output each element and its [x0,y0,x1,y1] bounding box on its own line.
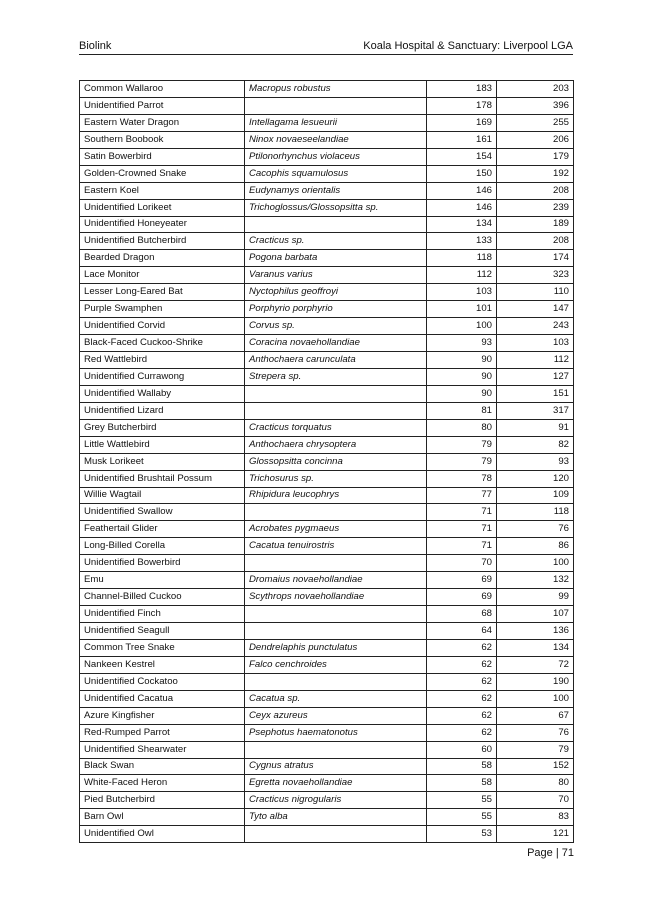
table-row [80,199,574,216]
scientific-name-cell: Strepera sp. [245,368,427,385]
count-cell: 78 [427,470,497,487]
count-cell: 150 [427,165,497,182]
table-row [80,707,574,724]
scientific-name-cell: Macropus robustus [245,81,427,98]
count-cell: 62 [427,639,497,656]
scientific-name-cell [245,402,427,419]
scientific-name-cell [245,504,427,521]
table-row [80,165,574,182]
count-cell: 62 [427,656,497,673]
common-name-cell: Black-Faced Cuckoo-Shrike [80,335,245,352]
scientific-name-cell: Cracticus torquatus [245,419,427,436]
table-row [80,352,574,369]
count-cell: 154 [427,148,497,165]
common-name-cell: Unidentified Bowerbird [80,555,245,572]
common-name-cell: Unidentified Honeyeater [80,216,245,233]
count-cell: 71 [427,538,497,555]
total-cell: 83 [497,809,574,826]
scientific-name-cell: Nyctophilus geoffroyi [245,284,427,301]
common-name-cell: Golden-Crowned Snake [80,165,245,182]
total-cell: 179 [497,148,574,165]
total-cell: 174 [497,250,574,267]
total-cell: 70 [497,792,574,809]
table-row [80,606,574,623]
common-name-cell: Nankeen Kestrel [80,656,245,673]
scientific-name-cell: Trichosurus sp. [245,470,427,487]
scientific-name-cell: Corvus sp. [245,318,427,335]
count-cell: 53 [427,826,497,843]
table-row [80,419,574,436]
count-cell: 183 [427,81,497,98]
total-cell: 317 [497,402,574,419]
scientific-name-cell [245,826,427,843]
common-name-cell: Unidentified Shearwater [80,741,245,758]
common-name-cell: Unidentified Cockatoo [80,673,245,690]
table-row [80,182,574,199]
common-name-cell: Common Wallaroo [80,81,245,98]
total-cell: 136 [497,623,574,640]
scientific-name-cell: Dromaius novaehollandiae [245,572,427,589]
scientific-name-cell [245,555,427,572]
total-cell: 396 [497,97,574,114]
common-name-cell: Red-Rumped Parrot [80,724,245,741]
total-cell: 134 [497,639,574,656]
common-name-cell: Unidentified Seagull [80,623,245,640]
table-row [80,301,574,318]
total-cell: 132 [497,572,574,589]
count-cell: 58 [427,775,497,792]
total-cell: 120 [497,470,574,487]
scientific-name-cell: Anthochaera chrysoptera [245,436,427,453]
table-row [80,504,574,521]
count-cell: 79 [427,453,497,470]
common-name-cell: Long-Billed Corella [80,538,245,555]
common-name-cell: Lace Monitor [80,267,245,284]
scientific-name-cell: Glossopsitta concinna [245,453,427,470]
count-cell: 58 [427,758,497,775]
common-name-cell: Willie Wagtail [80,487,245,504]
common-name-cell: Musk Lorikeet [80,453,245,470]
common-name-cell: Pied Butcherbird [80,792,245,809]
count-cell: 71 [427,504,497,521]
count-cell: 112 [427,267,497,284]
common-name-cell: Satin Bowerbird [80,148,245,165]
total-cell: 203 [497,81,574,98]
scientific-name-cell: Cacophis squamulosus [245,165,427,182]
total-cell: 243 [497,318,574,335]
table-row [80,690,574,707]
scientific-name-cell: Cacatua sp. [245,690,427,707]
common-name-cell: Unidentified Cacatua [80,690,245,707]
total-cell: 82 [497,436,574,453]
total-cell: 79 [497,741,574,758]
count-cell: 81 [427,402,497,419]
count-cell: 77 [427,487,497,504]
table-row [80,436,574,453]
total-cell: 99 [497,589,574,606]
table-row [80,470,574,487]
count-cell: 70 [427,555,497,572]
table-row [80,216,574,233]
scientific-name-cell [245,606,427,623]
scientific-name-cell: Porphyrio porphyrio [245,301,427,318]
count-cell: 62 [427,724,497,741]
table-row [80,250,574,267]
page-header [79,40,573,55]
scientific-name-cell: Anthochaera carunculata [245,352,427,369]
total-cell: 152 [497,758,574,775]
common-name-cell: Unidentified Brushtail Possum [80,470,245,487]
common-name-cell: Bearded Dragon [80,250,245,267]
scientific-name-cell: Coracina novaehollandiae [245,335,427,352]
table-row [80,792,574,809]
total-cell: 109 [497,487,574,504]
total-cell: 112 [497,352,574,369]
total-cell: 76 [497,724,574,741]
table-row [80,368,574,385]
total-cell: 67 [497,707,574,724]
count-cell: 71 [427,521,497,538]
count-cell: 62 [427,673,497,690]
count-cell: 178 [427,97,497,114]
table-row [80,453,574,470]
scientific-name-cell: Dendrelaphis punctulatus [245,639,427,656]
table-row [80,724,574,741]
common-name-cell: Unidentified Swallow [80,504,245,521]
count-cell: 79 [427,436,497,453]
count-cell: 146 [427,199,497,216]
header-report-title: Koala Hospital & Sanctuary: Liverpool LGA [363,40,573,52]
count-cell: 90 [427,385,497,402]
common-name-cell: Common Tree Snake [80,639,245,656]
count-cell: 68 [427,606,497,623]
total-cell: 118 [497,504,574,521]
table-row [80,335,574,352]
scientific-name-cell: Ninox novaeseelandiae [245,131,427,148]
scientific-name-cell: Cacatua tenuirostris [245,538,427,555]
count-cell: 100 [427,318,497,335]
count-cell: 161 [427,131,497,148]
table-row [80,487,574,504]
total-cell: 206 [497,131,574,148]
common-name-cell: Black Swan [80,758,245,775]
scientific-name-cell: Cygnus atratus [245,758,427,775]
table-row [80,809,574,826]
scientific-name-cell: Rhipidura leucophrys [245,487,427,504]
scientific-name-cell [245,216,427,233]
count-cell: 103 [427,284,497,301]
total-cell: 121 [497,826,574,843]
scientific-name-cell: Pogona barbata [245,250,427,267]
scientific-name-cell: Eudynamys orientalis [245,182,427,199]
table-row [80,318,574,335]
species-table [79,80,574,843]
table-row [80,521,574,538]
table-row [80,758,574,775]
count-cell: 62 [427,707,497,724]
scientific-name-cell: Cracticus nigrogularis [245,792,427,809]
total-cell: 103 [497,335,574,352]
scientific-name-cell: Scythrops novaehollandiae [245,589,427,606]
total-cell: 147 [497,301,574,318]
total-cell: 72 [497,656,574,673]
common-name-cell: Unidentified Parrot [80,97,245,114]
common-name-cell: Grey Butcherbird [80,419,245,436]
count-cell: 90 [427,368,497,385]
count-cell: 90 [427,352,497,369]
table-row [80,131,574,148]
count-cell: 169 [427,114,497,131]
table-row [80,775,574,792]
common-name-cell: Little Wattlebird [80,436,245,453]
total-cell: 192 [497,165,574,182]
count-cell: 101 [427,301,497,318]
scientific-name-cell: Varanus varius [245,267,427,284]
count-cell: 133 [427,233,497,250]
total-cell: 151 [497,385,574,402]
table-row [80,673,574,690]
table-row [80,97,574,114]
count-cell: 62 [427,690,497,707]
scientific-name-cell [245,673,427,690]
common-name-cell: Unidentified Corvid [80,318,245,335]
table-row [80,639,574,656]
total-cell: 107 [497,606,574,623]
total-cell: 76 [497,521,574,538]
common-name-cell: Purple Swamphen [80,301,245,318]
table-row [80,148,574,165]
species-table-body [80,81,574,843]
total-cell: 323 [497,267,574,284]
scientific-name-cell: Ceyx azureus [245,707,427,724]
count-cell: 118 [427,250,497,267]
scientific-name-cell: Tyto alba [245,809,427,826]
total-cell: 80 [497,775,574,792]
count-cell: 80 [427,419,497,436]
scientific-name-cell [245,97,427,114]
table-row [80,233,574,250]
count-cell: 69 [427,589,497,606]
common-name-cell: Unidentified Lorikeet [80,199,245,216]
total-cell: 189 [497,216,574,233]
scientific-name-cell [245,385,427,402]
common-name-cell: Feathertail Glider [80,521,245,538]
total-cell: 239 [497,199,574,216]
common-name-cell: Barn Owl [80,809,245,826]
table-row [80,81,574,98]
total-cell: 100 [497,690,574,707]
total-cell: 208 [497,182,574,199]
table-row [80,267,574,284]
total-cell: 100 [497,555,574,572]
common-name-cell: Unidentified Finch [80,606,245,623]
table-row [80,538,574,555]
table-row [80,589,574,606]
common-name-cell: Emu [80,572,245,589]
common-name-cell: Channel-Billed Cuckoo [80,589,245,606]
table-row [80,555,574,572]
common-name-cell: Unidentified Butcherbird [80,233,245,250]
header-org-name: Biolink [79,40,112,52]
common-name-cell: Unidentified Currawong [80,368,245,385]
common-name-cell: Azure Kingfisher [80,707,245,724]
scientific-name-cell: Trichoglossus/Glossopsitta sp. [245,199,427,216]
scientific-name-cell [245,741,427,758]
total-cell: 255 [497,114,574,131]
scientific-name-cell: Falco cenchroides [245,656,427,673]
count-cell: 55 [427,809,497,826]
table-row [80,284,574,301]
count-cell: 60 [427,741,497,758]
scientific-name-cell: Egretta novaehollandiae [245,775,427,792]
scientific-name-cell: Acrobates pygmaeus [245,521,427,538]
scientific-name-cell [245,623,427,640]
table-row [80,402,574,419]
total-cell: 93 [497,453,574,470]
count-cell: 146 [427,182,497,199]
total-cell: 91 [497,419,574,436]
common-name-cell: Unidentified Owl [80,826,245,843]
table-row [80,623,574,640]
page-number: Page | 71 [527,847,574,859]
common-name-cell: Southern Boobook [80,131,245,148]
table-row [80,826,574,843]
common-name-cell: Red Wattlebird [80,352,245,369]
common-name-cell: Eastern Koel [80,182,245,199]
total-cell: 208 [497,233,574,250]
scientific-name-cell: Ptilonorhynchus violaceus [245,148,427,165]
count-cell: 69 [427,572,497,589]
total-cell: 86 [497,538,574,555]
scientific-name-cell: Cracticus sp. [245,233,427,250]
count-cell: 134 [427,216,497,233]
table-row [80,572,574,589]
scientific-name-cell: Intellagama lesueurii [245,114,427,131]
count-cell: 55 [427,792,497,809]
total-cell: 127 [497,368,574,385]
common-name-cell: Eastern Water Dragon [80,114,245,131]
total-cell: 110 [497,284,574,301]
table-row [80,114,574,131]
common-name-cell: Lesser Long-Eared Bat [80,284,245,301]
count-cell: 93 [427,335,497,352]
scientific-name-cell: Psephotus haematonotus [245,724,427,741]
common-name-cell: Unidentified Wallaby [80,385,245,402]
common-name-cell: Unidentified Lizard [80,402,245,419]
count-cell: 64 [427,623,497,640]
total-cell: 190 [497,673,574,690]
table-row [80,385,574,402]
common-name-cell: White-Faced Heron [80,775,245,792]
table-row [80,656,574,673]
table-row [80,741,574,758]
